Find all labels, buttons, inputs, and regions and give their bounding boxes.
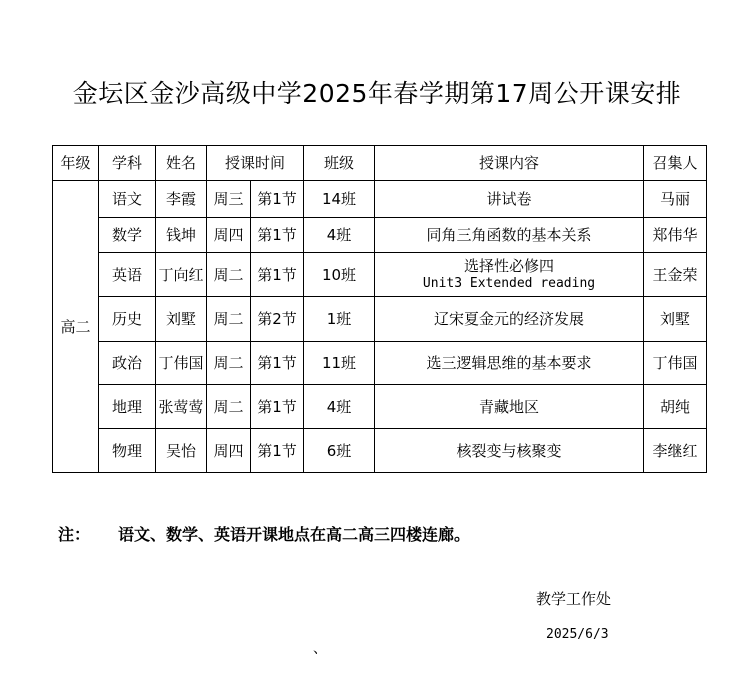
issuing-office: 教学工作处 xyxy=(536,590,612,608)
subject-cell: 物理 xyxy=(99,429,156,473)
venue-note xyxy=(58,522,470,545)
convener-cell: 刘墅 xyxy=(644,297,707,342)
teacher-cell: 吴怡 xyxy=(156,429,207,473)
period-cell: 第1节 xyxy=(251,385,304,429)
class-cell: 6班 xyxy=(304,429,375,473)
teacher-cell: 钱坤 xyxy=(156,218,207,253)
content-cell: 同角三角函数的基本关系 xyxy=(375,218,644,253)
class-cell: 1班 xyxy=(304,297,375,342)
content-cell: 讲试卷 xyxy=(375,181,644,218)
period-cell: 第1节 xyxy=(251,218,304,253)
class-cell: 11班 xyxy=(304,342,375,385)
day-cell: 周二 xyxy=(207,253,251,297)
day-cell: 周二 xyxy=(207,342,251,385)
teacher-cell: 李霞 xyxy=(156,181,207,218)
table-header-row xyxy=(53,146,707,181)
subject-cell: 数学 xyxy=(99,218,156,253)
document-title: 金坛区金沙高级中学2025年春学期第17周公开课安排 xyxy=(72,79,682,108)
period-cell: 第1节 xyxy=(251,429,304,473)
stray-mark: 、 xyxy=(313,641,327,657)
day-cell: 周三 xyxy=(207,181,251,218)
teacher-cell: 刘墅 xyxy=(156,297,207,342)
content-cell: 辽宋夏金元的经济发展 xyxy=(375,297,644,342)
header-class: 班级 xyxy=(304,146,375,181)
subject-cell: 地理 xyxy=(99,385,156,429)
class-cell: 14班 xyxy=(304,181,375,218)
table-row xyxy=(53,385,707,429)
note-text: 语文、数学、英语开课地点在高二高三四楼连廊。 xyxy=(118,525,471,544)
convener-cell: 王金荣 xyxy=(644,253,707,297)
teacher-cell: 丁向红 xyxy=(156,253,207,297)
class-cell: 4班 xyxy=(304,218,375,253)
content-cell xyxy=(375,253,644,297)
table-row xyxy=(53,181,707,218)
period-cell: 第1节 xyxy=(251,253,304,297)
convener-cell: 丁伟国 xyxy=(644,342,707,385)
table-row xyxy=(53,297,707,342)
day-cell: 周二 xyxy=(207,385,251,429)
content-line-2: Unit3 Extended reading xyxy=(422,275,596,291)
period-cell: 第1节 xyxy=(251,342,304,385)
teacher-cell: 张莺莺 xyxy=(156,385,207,429)
table-row xyxy=(53,218,707,253)
table-row xyxy=(53,253,707,297)
class-cell: 4班 xyxy=(304,385,375,429)
convener-cell: 郑伟华 xyxy=(644,218,707,253)
convener-cell: 李继红 xyxy=(644,429,707,473)
content-cell: 青藏地区 xyxy=(375,385,644,429)
issue-date: 2025/6/3 xyxy=(546,627,609,642)
content-cell: 选三逻辑思维的基本要求 xyxy=(375,342,644,385)
subject-cell: 政治 xyxy=(99,342,156,385)
table-row xyxy=(53,429,707,473)
subject-cell: 英语 xyxy=(99,253,156,297)
header-grade: 年级 xyxy=(53,146,99,181)
grade-cell: 高二 xyxy=(53,181,99,473)
header-teacher: 姓名 xyxy=(156,146,207,181)
header-convener: 召集人 xyxy=(644,146,707,181)
convener-cell: 马丽 xyxy=(644,181,707,218)
day-cell: 周四 xyxy=(207,218,251,253)
content-line-1: 选择性必修四 xyxy=(464,256,555,275)
header-content: 授课内容 xyxy=(375,146,644,181)
period-cell: 第1节 xyxy=(251,181,304,218)
teacher-cell: 丁伟国 xyxy=(156,342,207,385)
day-cell: 周四 xyxy=(207,429,251,473)
content-cell: 核裂变与核聚变 xyxy=(375,429,644,473)
period-cell: 第2节 xyxy=(251,297,304,342)
header-subject: 学科 xyxy=(99,146,156,181)
header-time: 授课时间 xyxy=(207,146,304,181)
table-row xyxy=(53,342,707,385)
class-cell: 10班 xyxy=(304,253,375,297)
note-label: 注： xyxy=(58,525,91,544)
subject-cell: 历史 xyxy=(99,297,156,342)
schedule-table xyxy=(52,145,707,473)
convener-cell: 胡纯 xyxy=(644,385,707,429)
day-cell: 周二 xyxy=(207,297,251,342)
subject-cell: 语文 xyxy=(99,181,156,218)
